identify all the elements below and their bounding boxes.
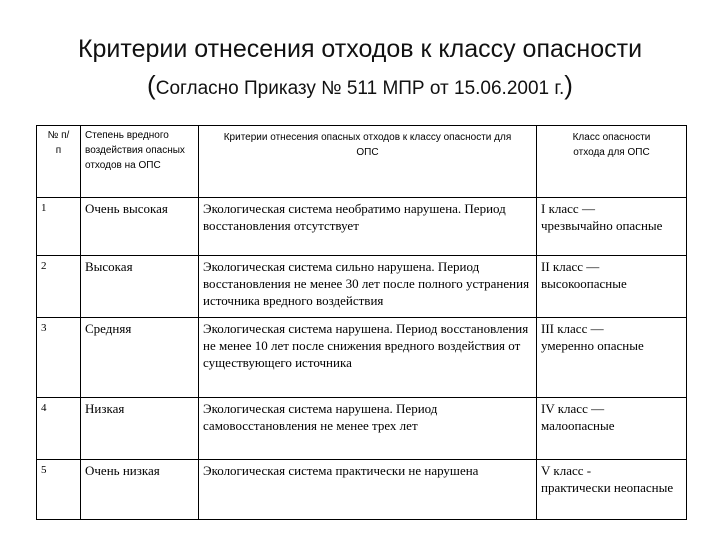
table-row	[37, 318, 687, 398]
row-num: 5	[37, 460, 81, 520]
header-class: Класс опасности отхода для ОПС	[537, 126, 687, 198]
row-degree: Очень высокая	[81, 198, 199, 256]
table-header-row	[37, 126, 687, 198]
row-class-line1: I класс —	[541, 201, 595, 216]
page-title: Критерии отнесения отходов к классу опасности	[77, 35, 643, 63]
subtitle-close-paren: )	[564, 70, 573, 100]
row-class-line1: V класс -	[541, 463, 592, 478]
row-class	[537, 198, 687, 256]
row-degree: Средняя	[81, 318, 199, 398]
row-degree: Очень низкая	[81, 460, 199, 520]
row-class	[537, 318, 687, 398]
row-class-line2: малоопасные	[541, 418, 615, 433]
table-row	[37, 256, 687, 318]
header-criteria: Критерии отнесения опасных отходов к классу опасности для ОПС	[199, 126, 537, 198]
row-num: 3	[37, 318, 81, 398]
row-criteria: Экологическая система необратимо нарушена. Период восстановления отсутствует	[199, 198, 537, 256]
header-degree: Степень вредного воздействия опасных отходов на ОПС	[81, 126, 199, 198]
page-subtitle	[0, 70, 720, 101]
table-row	[37, 198, 687, 256]
row-class-line2: практически неопасные	[541, 480, 674, 495]
row-num: 4	[37, 398, 81, 460]
header-num: № п/п	[37, 126, 81, 198]
row-criteria: Экологическая система сильно нарушена. Период восстановления не менее 30 лет после полного устранения источника вредного воздействия	[199, 256, 537, 318]
row-class-line1: III класс —	[541, 321, 604, 336]
row-class-line1: IV класс —	[541, 401, 605, 416]
row-class-line2: высокоопасные	[541, 276, 627, 291]
row-criteria: Экологическая система практически не нарушена	[199, 460, 537, 520]
row-class	[537, 460, 687, 520]
row-class	[537, 398, 687, 460]
row-degree: Высокая	[81, 256, 199, 318]
subtitle-text: Согласно Приказу № 511 МПР от 15.06.2001 г.	[155, 78, 565, 99]
row-num: 1	[37, 198, 81, 256]
row-class	[537, 256, 687, 318]
row-class-line2: чрезвычайно опасные	[541, 218, 663, 233]
subtitle-open-paren: (	[147, 70, 156, 100]
row-degree: Низкая	[81, 398, 199, 460]
row-num: 2	[37, 256, 81, 318]
table-row	[37, 460, 687, 520]
table-row	[37, 398, 687, 460]
row-criteria: Экологическая система нарушена. Период восстановления не менее 10 лет после снижения вредного воздействия от существующего источника	[199, 318, 537, 398]
row-class-line2: умеренно опасные	[541, 338, 644, 353]
criteria-table	[36, 125, 687, 520]
row-criteria: Экологическая система нарушена. Период самовосстановления не менее трех лет	[199, 398, 537, 460]
row-class-line1: II класс —	[541, 259, 600, 274]
